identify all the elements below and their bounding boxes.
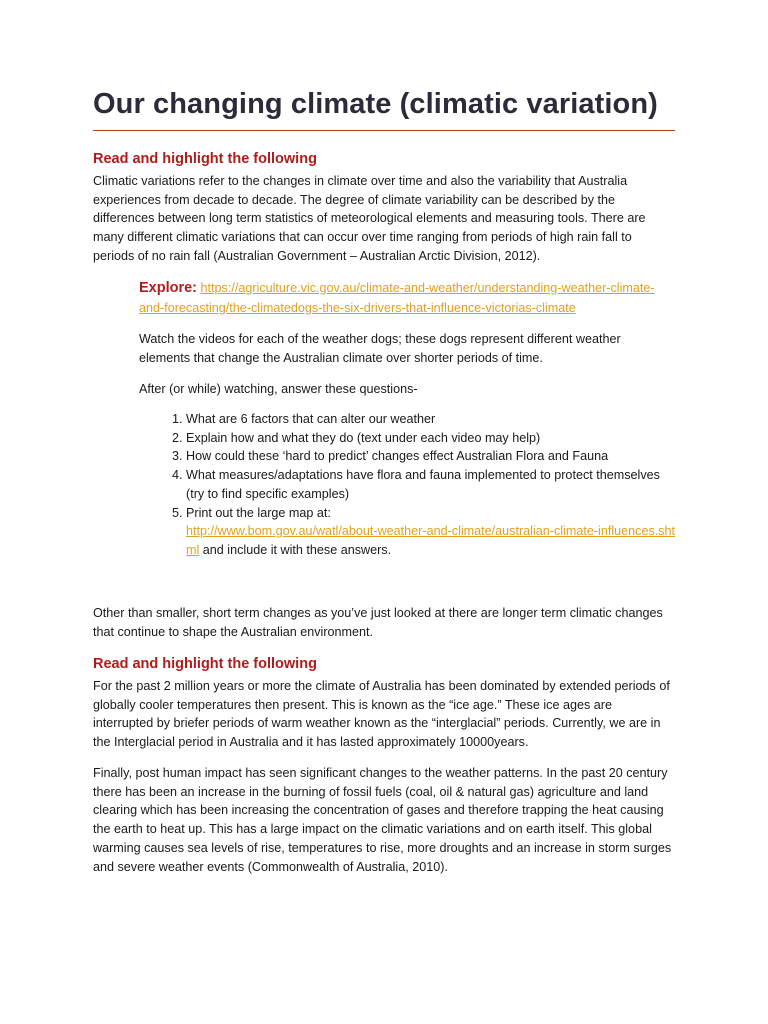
section2-heading: Read and highlight the following [93,656,317,672]
title-underline [93,130,675,131]
question-item: 3. How could these ‘hard to predict’ changes effect Australian Flora and Fauna [186,447,676,466]
page-title: Our changing climate (climatic variation) [93,88,658,120]
question-item [186,504,676,560]
section2-paragraph-1: For the past 2 million years or more the climate of Australia has been dominated by extended periods of globally cooler temperatures then present. This is known as the “ice age.” These ice ages are interrupted by briefer periods of warm weather known as the “interglacial” periods. Currently, we are in the Interglacial period in Australia and it has lasted approximately 10000years. [93,679,670,750]
explore-block [139,278,659,318]
explore-link[interactable]: https://agriculture.vic.gov.au/climate-and-weather/understanding-weather-climate-and-forecasting/the-climatedogs-the-six-drivers-that-influence-victorias-climate [139,281,655,315]
section1-paragraph: Climatic variations refer to the changes in climate over time and also the variability that Australia experiences from decade to decade. The degree of climate variability can be described by the differences between long term statistics of meteorological elements and measuring tools. There are many different climatic variations that can occur over time ranging from periods of high rain fall to periods of no rain fall (Australian Government – Australian Arctic Division, 2012). [93,174,646,263]
section1-heading: Read and highlight the following [93,151,317,167]
question5-suffix: and include it with these answers. [199,542,392,557]
questions-list [139,410,676,560]
explore-label: Explore: [139,280,198,296]
question-item: 4. What measures/adaptations have flora and fauna implemented to protect themselves (try to find specific examples) [186,466,676,503]
bom-map-link[interactable]: http://www.bom.gov.au/watl/about-weather-and-climate/australian-climate-influences.shtml [186,524,676,557]
after-watching-paragraph: After (or while) watching, answer these questions- [139,382,418,396]
question-item: 1. What are 6 factors that can alter our weather [186,410,676,429]
question-item: 2. Explain how and what they do (text under each video may help) [186,429,676,448]
question5-prefix: Print out the large map at: [186,505,331,520]
other-paragraph: Other than smaller, short term changes as you’ve just looked at there are longer term climatic changes that continue to shape the Australian environment. [93,606,663,639]
watch-paragraph: Watch the videos for each of the weather dogs; these dogs represent different weather elements that change the Australian climate over shorter periods of time. [139,332,621,365]
section2-paragraph-2: Finally, post human impact has seen significant changes to the weather patterns. In the past 20 century there has been an increase in the burning of fossil fuels (coal, oil & natural gas) agriculture and land clearing which has been increasing the concentration of gases and therefore trapping the heat causing the earth to heat up. This has a large impact on the climatic variations and on earth itself. This global warming causes sea levels of rise, temperatures to rise, more droughts and an increase in storm surges and severe weather events (Commonwealth of Australia, 2010). [93,766,672,874]
